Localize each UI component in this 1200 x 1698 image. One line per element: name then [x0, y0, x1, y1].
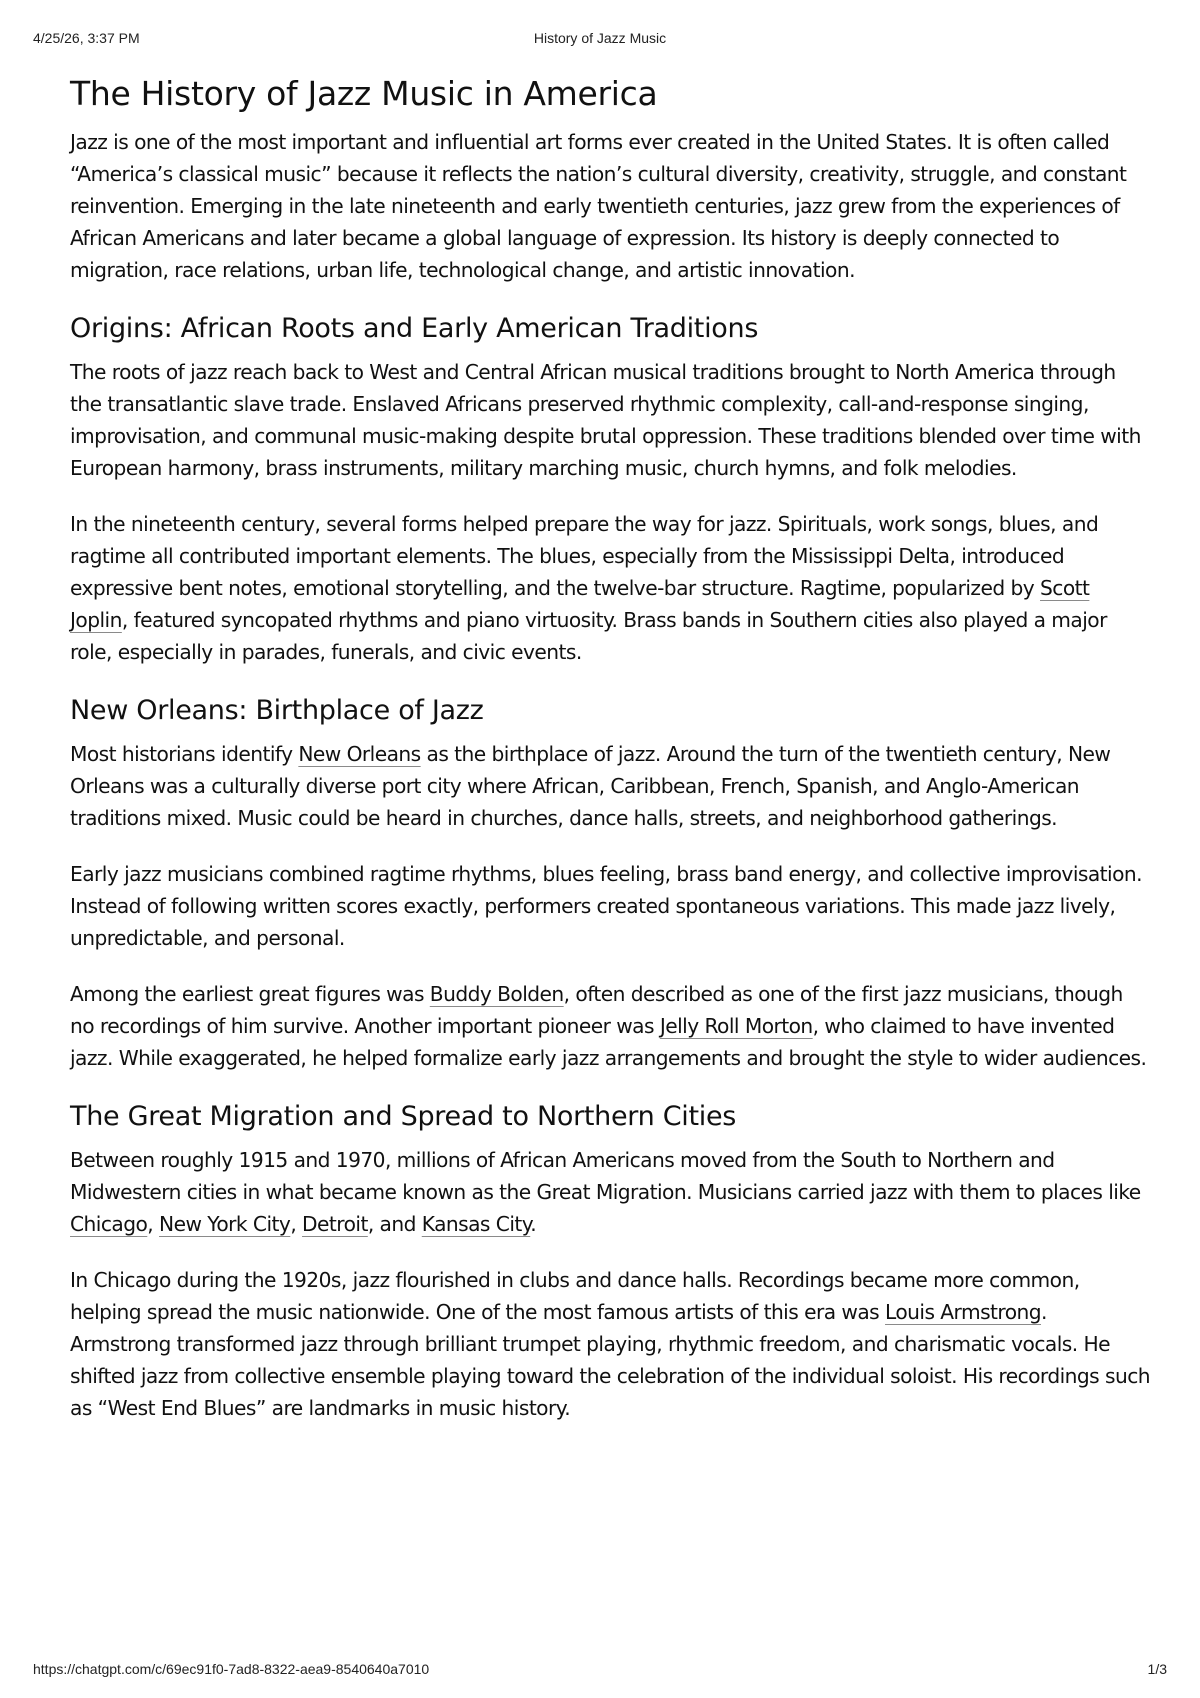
link-louis-armstrong[interactable]: Louis Armstrong [885, 1300, 1042, 1324]
origins-heading: Origins: African Roots and Early American Traditions [70, 313, 759, 344]
new-orleans-paragraph-3 [70, 978, 1150, 1074]
link-chicago[interactable]: Chicago [70, 1212, 148, 1236]
link-new-york-city[interactable]: New York City [159, 1212, 291, 1236]
migration-heading: The Great Migration and Spread to Northern Cities [70, 1101, 737, 1132]
new-orleans-heading: New Orleans: Birthplace of Jazz [70, 695, 484, 726]
print-page-title: History of Jazz Music [533, 30, 667, 46]
text-span: Between roughly 1915 and 1970, millions of African Americans moved from the South to Northern and Midwestern cities in what became known as the Great Migration. Musicians carried jazz with them to places like [70, 1148, 1141, 1204]
migration-paragraph-2 [70, 1264, 1150, 1424]
text-span: , [147, 1212, 160, 1236]
link-jelly-roll-morton[interactable]: Jelly Roll Morton [659, 1014, 813, 1038]
link-detroit[interactable]: Detroit [302, 1212, 368, 1236]
text-span: In the nineteenth century, several forms helped prepare the way for jazz. Spirituals, work songs, blues, and ragtime all contributed important elements. The blues, especially from the Mississippi Delta, introduced expressive bent notes, emotional storytelling, and the twelve-bar structure. Ragtime, popularized by [70, 512, 1099, 600]
print-date: 4/25/26, 3:37 PM [33, 30, 140, 46]
intro-paragraph: Jazz is one of the most important and influential art forms ever created in the United States. It is often called “America’s classical music” because it reflects the nation’s cultural diversity, creativity, struggle, and constant reinvention. Emerging in the late nineteenth and early twentieth centuries, jazz grew from the experiences of African Americans and later became a global language of expression. Its history is deeply connected to migration, race relations, urban life, technological change, and artistic innovation. [70, 130, 1127, 282]
text-span: , often described as one of the first jazz musicians, though no recordings of him survive. Another important pioneer was [70, 982, 1123, 1038]
link-new-orleans[interactable]: New Orleans [298, 742, 421, 766]
text-span: as the birthplace of jazz. Around the turn of the twentieth century, New Orleans was a culturally diverse port city where African, Caribbean, French, Spanish, and Anglo-American traditions mixed. Music could be heard in churches, dance halls, streets, and neighborhood gatherings. [70, 742, 1111, 830]
new-orleans-paragraph-1 [70, 738, 1150, 834]
text-span: , featured syncopated rhythms and piano virtuosity. Brass bands in Southern cities also played a major role, especially in parades, funerals, and civic events. [70, 608, 1107, 664]
text-span: Among the earliest great figures was [70, 982, 430, 1006]
migration-paragraph-1 [70, 1144, 1150, 1240]
new-orleans-paragraph-2: Early jazz musicians combined ragtime rhythms, blues feeling, brass band energy, and collective improvisation. Instead of following written scores exactly, performers created spontaneous variations. This made jazz lively, unpredictable, and personal. [70, 862, 1143, 950]
text-span: In Chicago during the 1920s, jazz flourished in clubs and dance halls. Recordings became more common, helping spread the music nationwide. One of the most famous artists of this era was [70, 1268, 1080, 1324]
text-span: , who claimed to have invented jazz. While exaggerated, he helped formalize early jazz arrangements and brought the style to wider audiences. [70, 1014, 1147, 1070]
text-span: , and [367, 1212, 422, 1236]
text-span: Most historians identify [70, 742, 299, 766]
page-number: 1/3 [1147, 1661, 1167, 1677]
article-title: The History of Jazz Music in America [70, 74, 658, 113]
article [70, 72, 1150, 1424]
text-span: . Armstrong transformed jazz through brilliant trumpet playing, rhythmic freedom, and charismatic vocals. He shifted jazz from collective ensemble playing toward the celebration of the individual soloist. His recordings such as “West End Blues” are landmarks in music history. [70, 1300, 1150, 1420]
text-span: , [290, 1212, 303, 1236]
text-span: . [530, 1212, 537, 1236]
origins-paragraph-2 [70, 508, 1150, 668]
print-header [0, 30, 1200, 50]
link-kansas-city[interactable]: Kansas City [421, 1212, 531, 1236]
print-footer [0, 1661, 1200, 1681]
link-scott-joplin[interactable]: Scott Joplin [70, 576, 1090, 632]
origins-paragraph-1: The roots of jazz reach back to West and Central African musical traditions brought to North America through the transatlantic slave trade. Enslaved Africans preserved rhythmic complexity, call-and-response singing, improvisation, and communal music-making despite brutal oppression. These traditions blended over time with European harmony, brass instruments, military marching music, church hymns, and folk melodies. [70, 360, 1141, 480]
link-buddy-bolden[interactable]: Buddy Bolden [429, 982, 564, 1006]
print-url: https://chatgpt.com/c/69ec91f0-7ad8-8322-aea9-8540640a7010 [33, 1661, 430, 1677]
